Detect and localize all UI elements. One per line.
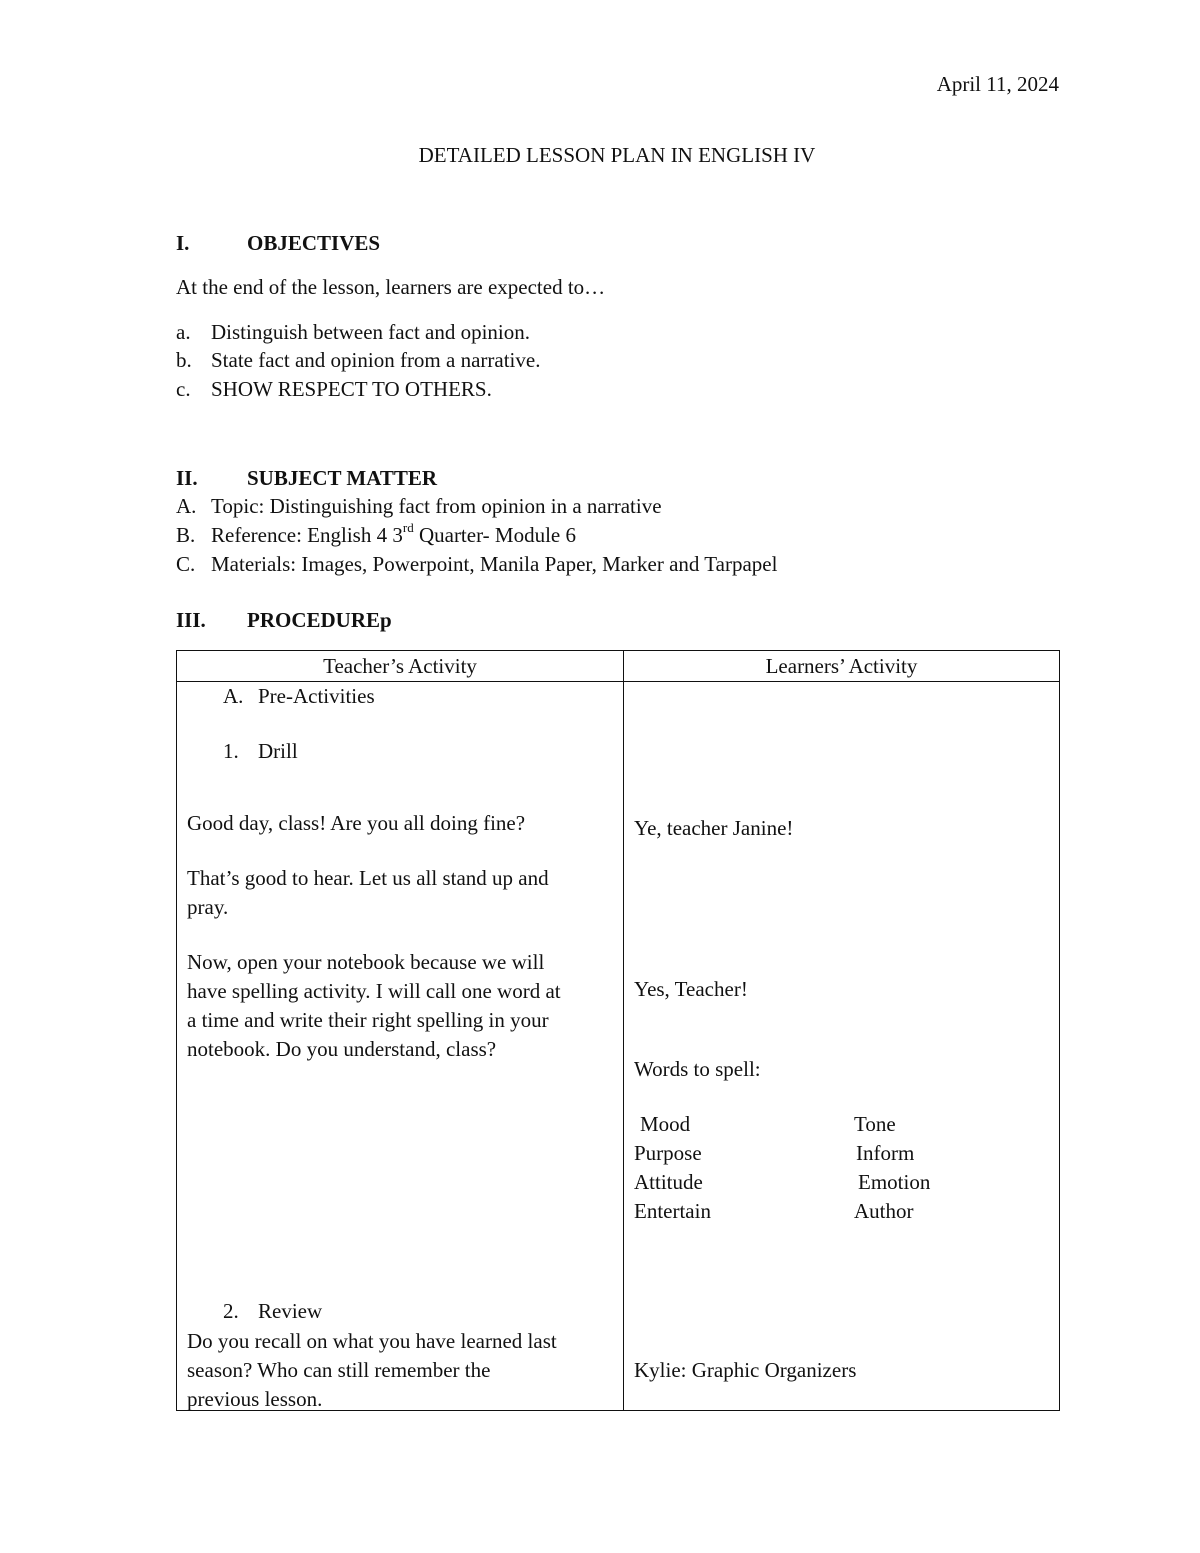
spelling-word: Mood bbox=[640, 1112, 691, 1136]
objective-marker: a. bbox=[176, 320, 191, 344]
teacher-activity-cell bbox=[177, 682, 624, 1411]
drill-marker: 1. bbox=[223, 739, 239, 763]
objective-marker: b. bbox=[176, 348, 192, 372]
subject-marker: C. bbox=[176, 552, 196, 576]
objectives-intro: At the end of the lesson, learners are expected to… bbox=[176, 275, 606, 299]
pray-line: pray. bbox=[187, 895, 229, 919]
subject-matter-title: SUBJECT MATTER bbox=[247, 466, 438, 490]
objectives-number: I. bbox=[176, 231, 190, 255]
procedure-number: III. bbox=[176, 608, 206, 632]
review-line: season? Who can still remember the bbox=[187, 1358, 491, 1382]
notebook-line: a time and write their right spelling in your bbox=[187, 1008, 549, 1032]
subject-matter-number: II. bbox=[176, 466, 198, 490]
notebook-instruction bbox=[187, 948, 561, 1064]
spelling-word: Tone bbox=[854, 1112, 896, 1136]
procedure-title: PROCEDUREp bbox=[247, 608, 392, 632]
document-date: April 11, 2024 bbox=[936, 72, 1059, 96]
pray-instruction bbox=[187, 864, 549, 922]
notebook-line: notebook. Do you understand, class? bbox=[187, 1037, 497, 1061]
table-header-row bbox=[177, 651, 1060, 682]
review-line: Do you recall on what you have learned last bbox=[187, 1329, 557, 1353]
procedure-heading bbox=[176, 608, 576, 634]
objective-text: SHOW RESPECT TO OTHERS. bbox=[211, 377, 492, 401]
review-label: Review bbox=[258, 1299, 323, 1323]
spelling-word: Purpose bbox=[634, 1141, 702, 1165]
subject-marker: B. bbox=[176, 523, 196, 547]
review-line: previous lesson. bbox=[187, 1387, 323, 1411]
teacher-activity-header: Teacher’s Activity bbox=[177, 651, 624, 682]
reference-text-before: Reference: English 4 3 bbox=[211, 523, 403, 547]
subject-text: Materials: Images, Powerpoint, Manila Paper, Marker and Tarpapel bbox=[211, 552, 778, 576]
objectives-heading bbox=[176, 231, 576, 257]
spelling-word: Entertain bbox=[634, 1199, 711, 1223]
notebook-line: have spelling activity. I will call one word at bbox=[187, 979, 561, 1003]
table-row bbox=[177, 682, 1060, 1411]
review-question bbox=[187, 1327, 557, 1414]
objective-text: Distinguish between fact and opinion. bbox=[211, 320, 531, 344]
spelling-word: Attitude bbox=[634, 1170, 703, 1194]
notebook-line: Now, open your notebook because we will bbox=[187, 950, 545, 974]
learners-reply-understand: Yes, Teacher! bbox=[634, 977, 748, 1001]
pray-line: That’s good to hear. Let us all stand up and bbox=[187, 866, 549, 890]
reference-text-after: Quarter- Module 6 bbox=[413, 523, 576, 547]
objective-text: State fact and opinion from a narrative. bbox=[211, 348, 541, 372]
learners-activity-cell bbox=[624, 682, 1060, 1411]
subject-text: Topic: Distinguishing fact from opinion in a narrative bbox=[211, 494, 662, 518]
drill-label: Drill bbox=[258, 739, 298, 763]
review-marker: 2. bbox=[223, 1299, 239, 1323]
reference-superscript: rd bbox=[402, 520, 414, 535]
procedure-table bbox=[176, 650, 1060, 1411]
learners-reply-greeting: Ye, teacher Janine! bbox=[634, 816, 794, 840]
spelling-word: Emotion bbox=[858, 1170, 931, 1194]
spelling-word: Inform bbox=[856, 1141, 915, 1165]
learners-reply-review: Kylie: Graphic Organizers bbox=[634, 1358, 857, 1382]
subject-marker: A. bbox=[176, 494, 197, 518]
spelling-word: Author bbox=[854, 1199, 914, 1223]
pre-activities-marker: A. bbox=[223, 684, 244, 708]
subject-matter-heading bbox=[176, 466, 576, 492]
subject-text bbox=[211, 520, 576, 548]
objective-marker: c. bbox=[176, 377, 191, 401]
objectives-title: OBJECTIVES bbox=[247, 231, 381, 255]
words-to-spell-heading: Words to spell: bbox=[634, 1057, 761, 1081]
greeting-text: Good day, class! Are you all doing fine? bbox=[187, 811, 526, 835]
learners-activity-header: Learners’ Activity bbox=[624, 651, 1060, 682]
pre-activities-label: Pre-Activities bbox=[258, 684, 375, 708]
spelling-words-left bbox=[634, 1110, 711, 1226]
document-title: DETAILED LESSON PLAN IN ENGLISH IV bbox=[418, 143, 816, 167]
spelling-words-right bbox=[854, 1110, 930, 1226]
